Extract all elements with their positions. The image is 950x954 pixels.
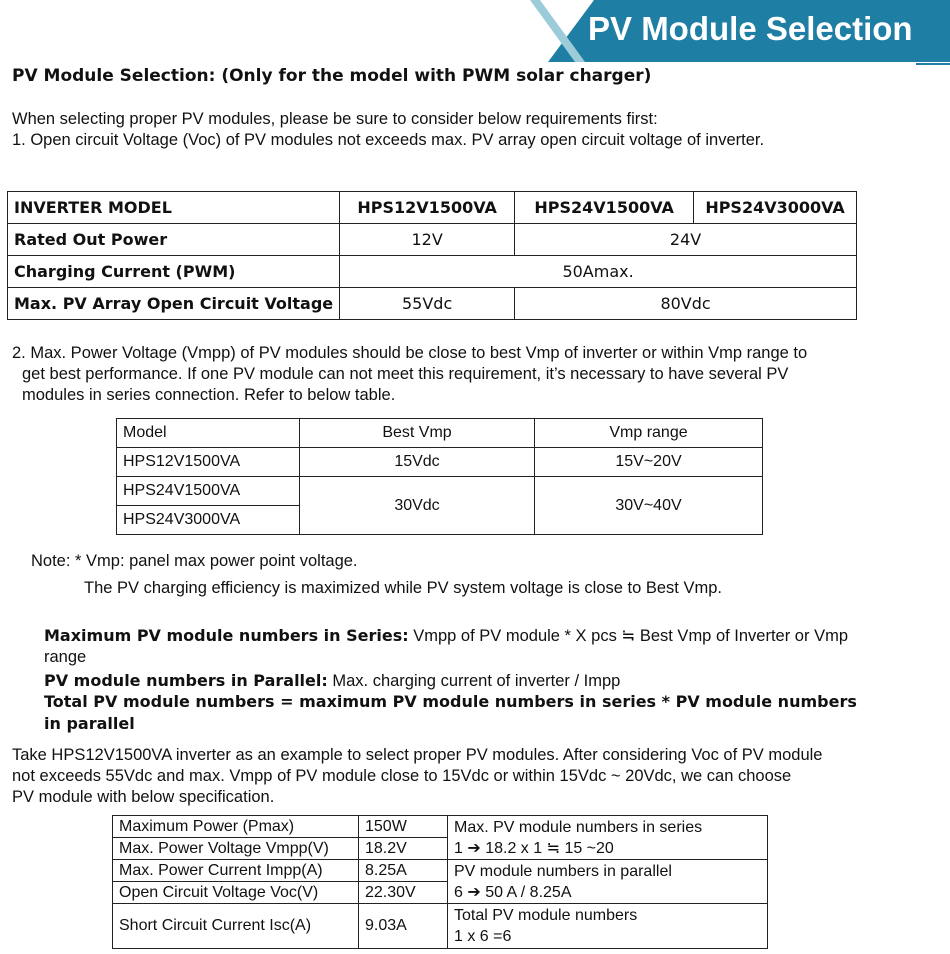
- banner-underline: [916, 63, 950, 65]
- spec-value-vmpp: 18.2V: [359, 838, 448, 860]
- header-vmp-range: Vmp range: [535, 419, 763, 448]
- series-calc-value: 1 ➔ 18.2 x 1 ≒ 15 ~20: [454, 839, 614, 857]
- example-line-3: PV module with below specification.: [12, 788, 275, 806]
- note-line-1: Note: * Vmp: panel max power point voltage.: [31, 552, 358, 570]
- req2-line-1: 2. Max. Power Voltage (Vmpp) of PV modules should be close to best Vmp of inverter or within Vmp range to: [12, 344, 808, 362]
- section-heading: PV Module Selection: (Only for the model with PWM solar charger): [12, 66, 652, 86]
- table-row: [117, 419, 763, 448]
- vmp-range-24v: 30V~40V: [535, 477, 763, 535]
- best-vmp-12v: 15Vdc: [300, 448, 535, 477]
- intro-line-1: When selecting proper PV modules, please be sure to consider below requirements first:: [12, 110, 658, 128]
- header-hps24v1500va: HPS24V1500VA: [515, 192, 694, 224]
- series-calc-cell: [448, 816, 768, 860]
- note-line-2: The PV charging efficiency is maximized while PV system voltage is close to Best Vmp.: [84, 579, 722, 597]
- best-vmp-24v: 30Vdc: [300, 477, 535, 535]
- req2-line-2: get best performance. If one PV module can not meet this requirement, it’s necessary to have several PV: [22, 365, 789, 383]
- model-hps24v1500va: HPS24V1500VA: [117, 477, 300, 506]
- req2-line-3: modules in series connection. Refer to below table.: [22, 386, 396, 404]
- series-formula-text: Vmpp of PV module * X pcs ≒ Best Vmp of Inverter or Vmp range: [44, 627, 848, 666]
- header-hps12v1500va: HPS12V1500VA: [340, 192, 515, 224]
- pv-module-spec-table: [112, 815, 768, 949]
- example-line-2: not exceeds 55Vdc and max. Vmpp of PV module close to 15Vdc or within 15Vdc ~ 20Vdc, we can choose: [12, 767, 792, 785]
- table-row: [117, 477, 763, 506]
- spec-value-pmax: 150W: [359, 816, 448, 838]
- parallel-formula-text: Max. charging current of inverter / Impp: [327, 672, 621, 690]
- example-line-1: Take HPS12V1500VA inverter as an example to select proper PV modules. After considering Voc of PV module: [12, 746, 823, 764]
- total-calc-cell: [448, 904, 768, 949]
- max-pv-voltage-12v: 55Vdc: [340, 288, 515, 320]
- model-hps12v1500va: HPS12V1500VA: [117, 448, 300, 477]
- series-calc-title: Max. PV module numbers in series: [454, 818, 703, 836]
- table-row: [8, 192, 857, 224]
- model-hps24v3000va: HPS24V3000VA: [117, 506, 300, 535]
- table-row: [113, 904, 768, 949]
- spec-label-pmax: Maximum Power (Pmax): [113, 816, 359, 838]
- parallel-calc-cell: [448, 860, 768, 904]
- table-row: [117, 448, 763, 477]
- spec-label-isc: Short Circuit Current Isc(A): [113, 904, 359, 949]
- table-row: [8, 288, 857, 320]
- spec-label-vmpp: Max. Power Voltage Vmpp(V): [113, 838, 359, 860]
- max-pv-voltage-label: Max. PV Array Open Circuit Voltage: [8, 288, 340, 320]
- max-pv-voltage-24v: 80Vdc: [515, 288, 857, 320]
- vmp-range-12v: 15V~20V: [535, 448, 763, 477]
- vmp-table: [116, 418, 763, 535]
- charging-current-value: 50Amax.: [340, 256, 857, 288]
- total-calc-value: 1 x 6 =6: [454, 928, 512, 945]
- banner-title: PV Module Selection: [588, 10, 913, 47]
- parallel-calc-title: PV module numbers in parallel: [454, 862, 672, 880]
- inverter-model-table: [7, 191, 857, 320]
- table-row: [8, 256, 857, 288]
- rated-power-label: Rated Out Power: [8, 224, 340, 256]
- parallel-calc-value: 6 ➔ 50 A / 8.25A: [454, 883, 572, 901]
- parallel-formula-label: PV module numbers in Parallel:: [44, 671, 328, 690]
- table-row: [8, 224, 857, 256]
- header-model: Model: [117, 419, 300, 448]
- total-calc-title: Total PV module numbers: [454, 907, 638, 924]
- total-formula: [44, 691, 874, 735]
- spec-label-impp: Max. Power Current Impp(A): [113, 860, 359, 882]
- rated-power-24v: 24V: [515, 224, 857, 256]
- parallel-formula: [44, 670, 874, 692]
- spec-label-voc: Open Circuit Voltage Voc(V): [113, 882, 359, 904]
- table-row: [113, 816, 768, 838]
- intro-line-2: 1. Open circuit Voltage (Voc) of PV modules not exceeds max. PV array open circuit voltage of inverter.: [12, 131, 765, 149]
- series-formula-label: Maximum PV module numbers in Series:: [44, 626, 409, 645]
- header-best-vmp: Best Vmp: [300, 419, 535, 448]
- spec-value-impp: 8.25A: [359, 860, 448, 882]
- charging-current-label: Charging Current (PWM): [8, 256, 340, 288]
- series-formula: [44, 625, 874, 668]
- spec-value-voc: 22.30V: [359, 882, 448, 904]
- total-formula-label: Total PV module numbers = maximum PV module numbers in series * PV module numbers in parallel: [44, 692, 857, 733]
- header-hps24v3000va: HPS24V3000VA: [694, 192, 857, 224]
- header-inverter-model: INVERTER MODEL: [8, 192, 340, 224]
- spec-value-isc: 9.03A: [359, 904, 448, 949]
- rated-power-12v: 12V: [340, 224, 515, 256]
- table-row: [113, 860, 768, 882]
